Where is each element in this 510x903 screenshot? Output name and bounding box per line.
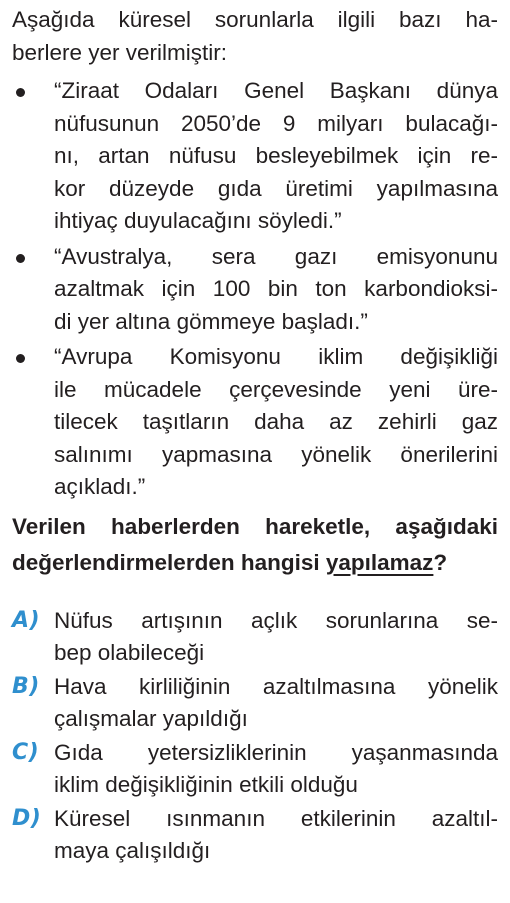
option-line: Küresel ısınmanın etkilerinin azaltıl- xyxy=(54,805,498,831)
option-line: iklim değişikliğinin etkili olduğu xyxy=(54,772,358,797)
news-line: di yer altına gömmeye başladı.” xyxy=(54,308,368,334)
question-line: Verilen haberlerden hareketle, aşağıdaki xyxy=(12,513,498,539)
news-line: tilecek taşıtların daha az zehirli gaz xyxy=(54,409,498,434)
news-list xyxy=(12,75,498,504)
question-mark: ? xyxy=(433,549,448,575)
question-line xyxy=(12,545,498,581)
bullet-icon xyxy=(16,354,25,363)
news-item-2 xyxy=(12,241,498,339)
option-line: Nüfus artışının açlık sorunlarına se- xyxy=(54,607,498,633)
news-item-3 xyxy=(12,341,498,504)
option-c[interactable] xyxy=(12,737,498,802)
option-a[interactable] xyxy=(12,605,498,670)
news-line: “Avrupa Komisyonu iklim değişikliği xyxy=(54,344,498,369)
news-line: kor düzeyde gıda üretimi yapılmasına xyxy=(54,175,498,201)
news-line: nüfusunun 2050’de 9 milyarı bulacağı- xyxy=(54,110,498,136)
question-text: değerlendirmelerden hangisi xyxy=(12,549,326,575)
option-line: Gıda yetersizliklerinin yaşanmasında xyxy=(54,739,498,765)
option-line: Hava kirliliğinin azaltılmasına yönelik xyxy=(54,673,498,699)
option-letter: A) xyxy=(12,607,41,633)
news-line: ihtiyaç duyulacağını söyledi.” xyxy=(54,208,342,233)
news-line: salınımı yapmasına yönelik önerilerini xyxy=(54,441,498,467)
option-d[interactable] xyxy=(12,803,498,868)
news-line: nı, artan nüfusu besleyebilmek için re- xyxy=(54,143,498,168)
option-line: çalışmalar yapıldığı xyxy=(54,706,248,731)
bullet-icon xyxy=(16,254,25,263)
intro-text xyxy=(12,4,498,69)
news-line: ile mücadele çerçevesinde yeni üre- xyxy=(54,376,498,402)
option-letter: C) xyxy=(12,739,40,765)
question-emphasis: yapılamaz xyxy=(325,549,434,575)
news-line: açıkladı.” xyxy=(54,474,146,499)
option-letter: D) xyxy=(12,805,42,831)
news-item-1 xyxy=(12,75,498,238)
option-line: maya çalışıldığı xyxy=(54,838,211,863)
bullet-icon xyxy=(16,88,25,97)
news-line: “Avustralya, sera gazı emisyonunu xyxy=(54,243,498,269)
intro-line: berlere yer verilmiştir: xyxy=(12,39,228,65)
option-line: bep olabileceği xyxy=(54,640,205,665)
intro-line: Aşağıda küresel sorunlarla ilgili bazı ha- xyxy=(12,7,498,32)
news-line: “Ziraat Odaları Genel Başkanı dünya xyxy=(54,78,498,103)
news-line: azaltmak için 100 bin ton karbondioksi- xyxy=(54,276,498,301)
option-letter: B) xyxy=(12,673,40,699)
option-b[interactable] xyxy=(12,671,498,736)
question-stem xyxy=(12,509,498,581)
answer-options xyxy=(12,605,498,868)
